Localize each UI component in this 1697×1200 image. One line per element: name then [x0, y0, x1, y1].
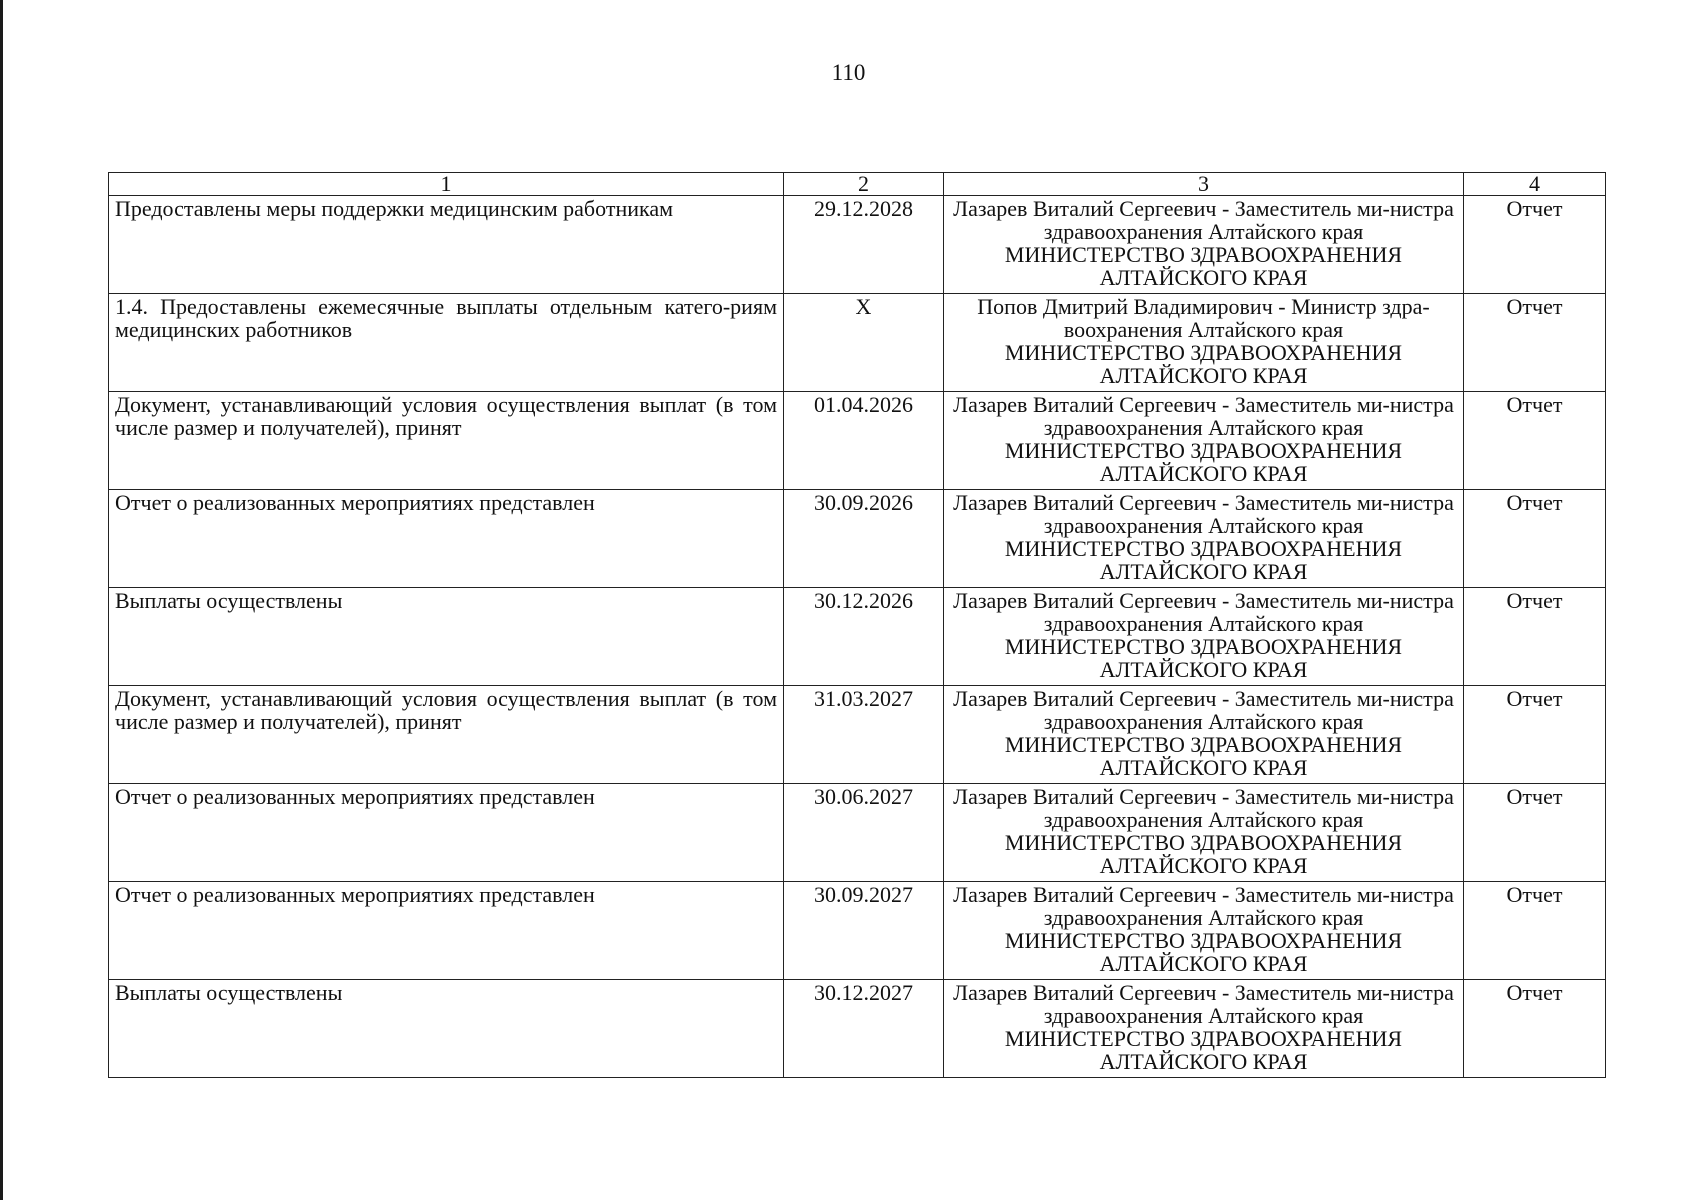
responsible-person: Лазарев Виталий Сергеевич - Заместитель ми-нистра здравоохранения Алтайского края: [953, 196, 1454, 244]
responsible-cell: [944, 588, 1464, 686]
table-row: [109, 588, 1606, 686]
date-cell: 30.09.2027: [784, 882, 944, 980]
date-cell: 30.06.2027: [784, 784, 944, 882]
document-cell: Отчет: [1464, 294, 1606, 392]
scan-edge: [0, 0, 3, 1200]
event-cell: Отчет о реализованных мероприятиях представлен: [109, 490, 784, 588]
document-cell: Отчет: [1464, 784, 1606, 882]
table-row: [109, 686, 1606, 784]
document-cell: Отчет: [1464, 686, 1606, 784]
responsible-organization: МИНИСТЕРСТВО ЗДРАВООХРАНЕНИЯ АЛТАЙСКОГО КРАЯ: [1004, 536, 1403, 584]
responsible-organization: МИНИСТЕРСТВО ЗДРАВООХРАНЕНИЯ АЛТАЙСКОГО КРАЯ: [1004, 634, 1403, 682]
responsible-organization: МИНИСТЕРСТВО ЗДРАВООХРАНЕНИЯ АЛТАЙСКОГО КРАЯ: [1004, 438, 1403, 486]
table-row: [109, 980, 1606, 1078]
column-header: 4: [1464, 173, 1606, 196]
date-cell: 30.12.2026: [784, 588, 944, 686]
responsible-organization: МИНИСТЕРСТВО ЗДРАВООХРАНЕНИЯ АЛТАЙСКОГО КРАЯ: [1004, 928, 1403, 976]
document-cell: Отчет: [1464, 392, 1606, 490]
table-row: [109, 196, 1606, 294]
responsible-person: Попов Дмитрий Владимирович - Министр здра-воохранения Алтайского края: [977, 294, 1430, 342]
responsible-cell: [944, 392, 1464, 490]
schedule-table: [108, 172, 1606, 1078]
responsible-cell: [944, 490, 1464, 588]
table-row: [109, 490, 1606, 588]
responsible-organization: МИНИСТЕРСТВО ЗДРАВООХРАНЕНИЯ АЛТАЙСКОГО КРАЯ: [1004, 242, 1403, 290]
responsible-cell: [944, 784, 1464, 882]
responsible-organization: МИНИСТЕРСТВО ЗДРАВООХРАНЕНИЯ АЛТАЙСКОГО КРАЯ: [1004, 340, 1403, 388]
document-cell: Отчет: [1464, 588, 1606, 686]
event-cell: Предоставлены меры поддержки медицинским работникам: [109, 196, 784, 294]
event-cell: Отчет о реализованных мероприятиях представлен: [109, 882, 784, 980]
responsible-cell: [944, 980, 1464, 1078]
responsible-cell: [944, 686, 1464, 784]
page-number: 110: [831, 60, 866, 85]
column-header: 1: [109, 173, 784, 196]
event-cell: Выплаты осуществлены: [109, 980, 784, 1078]
event-cell: 1.4. Предоставлены ежемесячные выплаты отдельным катего-риям медицинских работников: [109, 294, 784, 392]
responsible-organization: МИНИСТЕРСТВО ЗДРАВООХРАНЕНИЯ АЛТАЙСКОГО КРАЯ: [1004, 1026, 1403, 1074]
responsible-person: Лазарев Виталий Сергеевич - Заместитель ми-нистра здравоохранения Алтайского края: [953, 686, 1454, 734]
event-cell: Выплаты осуществлены: [109, 588, 784, 686]
responsible-cell: [944, 196, 1464, 294]
table-header-row: [109, 173, 1606, 196]
date-cell: 01.04.2026: [784, 392, 944, 490]
document-cell: Отчет: [1464, 196, 1606, 294]
document-cell: Отчет: [1464, 980, 1606, 1078]
responsible-organization: МИНИСТЕРСТВО ЗДРАВООХРАНЕНИЯ АЛТАЙСКОГО КРАЯ: [1004, 732, 1403, 780]
table-row: [109, 392, 1606, 490]
responsible-person: Лазарев Виталий Сергеевич - Заместитель ми-нистра здравоохранения Алтайского края: [953, 980, 1454, 1028]
responsible-cell: [944, 882, 1464, 980]
document-cell: Отчет: [1464, 882, 1606, 980]
responsible-person: Лазарев Виталий Сергеевич - Заместитель ми-нистра здравоохранения Алтайского края: [953, 588, 1454, 636]
document-cell: Отчет: [1464, 490, 1606, 588]
table-row: [109, 294, 1606, 392]
responsible-organization: МИНИСТЕРСТВО ЗДРАВООХРАНЕНИЯ АЛТАЙСКОГО КРАЯ: [1004, 830, 1403, 878]
date-cell: 31.03.2027: [784, 686, 944, 784]
responsible-cell: [944, 294, 1464, 392]
event-cell: Документ, устанавливающий условия осуществления выплат (в том числе размер и получателей), принят: [109, 392, 784, 490]
date-cell: 30.12.2027: [784, 980, 944, 1078]
column-header: 3: [944, 173, 1464, 196]
event-cell: Отчет о реализованных мероприятиях представлен: [109, 784, 784, 882]
responsible-person: Лазарев Виталий Сергеевич - Заместитель ми-нистра здравоохранения Алтайского края: [953, 882, 1454, 930]
date-cell: 30.09.2026: [784, 490, 944, 588]
table-row: [109, 784, 1606, 882]
responsible-person: Лазарев Виталий Сергеевич - Заместитель ми-нистра здравоохранения Алтайского края: [953, 490, 1454, 538]
column-header: 2: [784, 173, 944, 196]
date-cell: X: [784, 294, 944, 392]
event-cell: Документ, устанавливающий условия осуществления выплат (в том числе размер и получателей), принят: [109, 686, 784, 784]
responsible-person: Лазарев Виталий Сергеевич - Заместитель ми-нистра здравоохранения Алтайского края: [953, 784, 1454, 832]
responsible-person: Лазарев Виталий Сергеевич - Заместитель ми-нистра здравоохранения Алтайского края: [953, 392, 1454, 440]
date-cell: 29.12.2028: [784, 196, 944, 294]
table-row: [109, 882, 1606, 980]
